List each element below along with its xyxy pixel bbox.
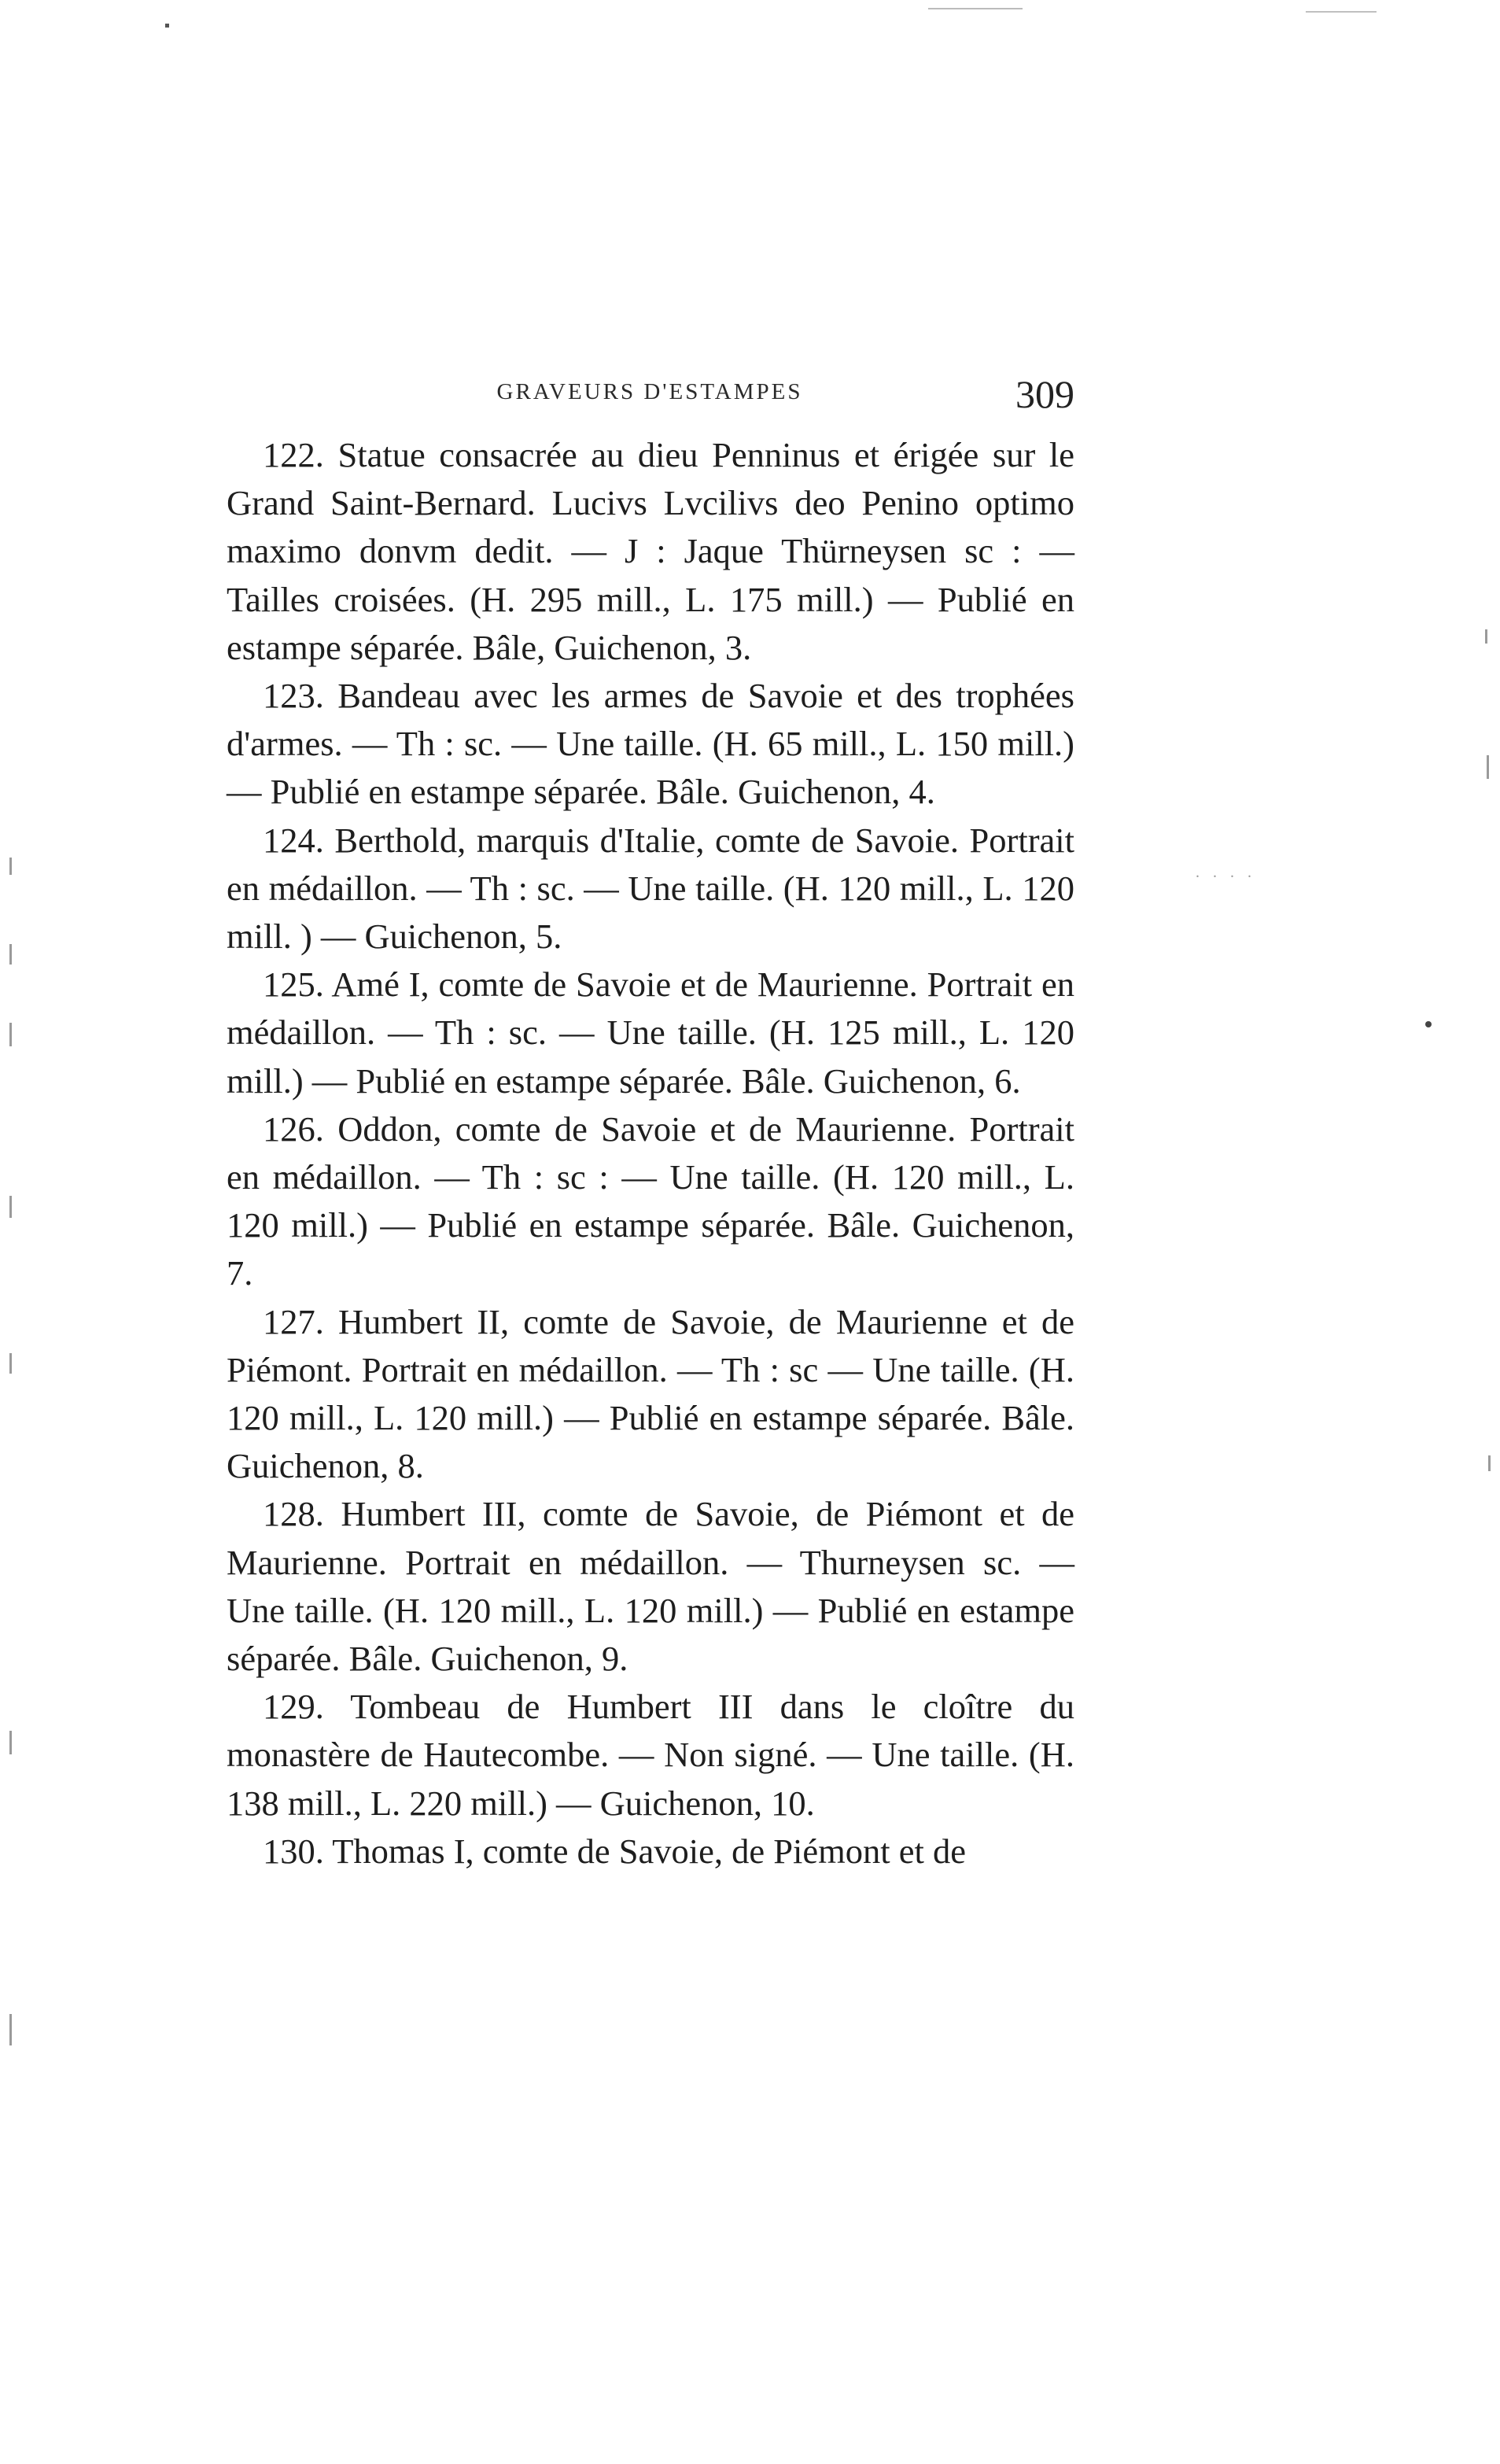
scan-edge-mark-left-1: [9, 858, 12, 875]
scan-edge-mark-right-2: [1487, 755, 1489, 779]
entry-number: 128.: [263, 1494, 324, 1534]
entry-number: 125.: [263, 965, 324, 1005]
entry-124: [227, 817, 1074, 961]
scan-edge-mark-left-7: [9, 2014, 12, 2045]
entry-text: Tombeau de Humbert III dans le cloître du monastère de Hautecombe. — Non signé. — Une taille. (H. 138 mill., L. 220 mill.) — Guichenon, 10.: [227, 1687, 1074, 1823]
scan-edge-mark-left-5: [9, 1353, 12, 1374]
scan-edge-mark-top-right: [1306, 11, 1377, 13]
entry-text: Thomas I, comte de Savoie, de Piémont et de: [332, 1831, 966, 1871]
entry-122: [227, 431, 1074, 672]
entry-number: 126.: [263, 1108, 324, 1149]
body-text: [227, 431, 1074, 1876]
entry-number: 129.: [263, 1687, 324, 1727]
entry-number: 122.: [263, 435, 324, 474]
entry-126: [227, 1105, 1074, 1298]
scan-edge-mark-left-3: [9, 1023, 12, 1046]
entry-130: [227, 1828, 1074, 1876]
page-number: 309: [1015, 372, 1074, 416]
entry-number: 130.: [263, 1831, 324, 1871]
entry-text: Bandeau avec les armes de Savoie et des trophées d'armes. — Th : sc. — Une taille. (H. 65 mill., L. 150 mill.) — Publié en estampe séparée. Bâle. Guichenon, 4.: [227, 676, 1074, 812]
entry-127: [227, 1298, 1074, 1491]
scan-dash-marks: . . . .: [1196, 864, 1256, 881]
scan-dot-mark: [1425, 1021, 1432, 1027]
entry-123: [227, 672, 1074, 817]
entry-number: 124.: [263, 820, 324, 860]
entry-text: Humbert III, comte de Savoie, de Piémont et de Maurienne. Portrait en médaillon. — Thurneysen sc. — Une taille. (H. 120 mill., L. 120 mill.) — Publié en estampe séparée. Bâle. Guichenon, 9.: [227, 1494, 1074, 1679]
entry-129: [227, 1683, 1074, 1828]
running-head: [225, 371, 1074, 419]
scan-edge-mark-left-4: [9, 1196, 12, 1218]
scan-edge-mark-right-1: [1485, 629, 1487, 644]
scan-edge-mark-left-6: [9, 1731, 12, 1754]
entry-number: 127.: [263, 1301, 324, 1341]
scan-edge-mark-left-2: [9, 944, 12, 965]
entry-text: Berthold, marquis d'Italie, comte de Savoie. Portrait en médaillon. — Th : sc. — Une taille. (H. 120 mill., L. 120 mill. ) — Guichenon, 5.: [227, 820, 1074, 957]
entry-number: 123.: [263, 676, 324, 716]
scan-edge-mark-right-3: [1488, 1455, 1491, 1471]
scan-edge-mark-top: [928, 8, 1023, 9]
entry-text: Humbert II, comte de Savoie, de Maurienne et de Piémont. Portrait en médaillon. — Th : sc — Une taille. (H. 120 mill., L. 120 mill.) — Publié en estampe séparée. Bâle. Guichenon, 8.: [227, 1301, 1074, 1486]
entry-text: Oddon, comte de Savoie et de Maurienne. Portrait en médaillon. — Th : sc : — Une taille. (H. 120 mill., L. 120 mill.) — Publié en estampe séparée. Bâle. Guichenon, 7.: [227, 1108, 1074, 1293]
entry-text: Statue consacrée au dieu Penninus et érigée sur le Grand Saint-Bernard. Lucivs Lvcilivs deo Penino optimo maximo donvm dedit. — J : Jaque Thürneysen sc : — Tailles croisées. (H. 295 mill., L. 175 mill.) — Publié en estampe séparée. Bâle, Guichenon, 3.: [227, 435, 1074, 667]
scan-edge-mark-top-left: [165, 24, 169, 28]
entry-text: Amé I, comte de Savoie et de Maurienne. Portrait en médaillon. — Th : sc. — Une taille. (H. 125 mill., L. 120 mill.) — Publié en estampe séparée. Bâle. Guichenon, 6.: [227, 965, 1075, 1101]
running-title: GRAVEURS D'ESTAMPES: [496, 379, 803, 404]
entry-125: [227, 961, 1074, 1105]
entry-128: [227, 1490, 1074, 1683]
